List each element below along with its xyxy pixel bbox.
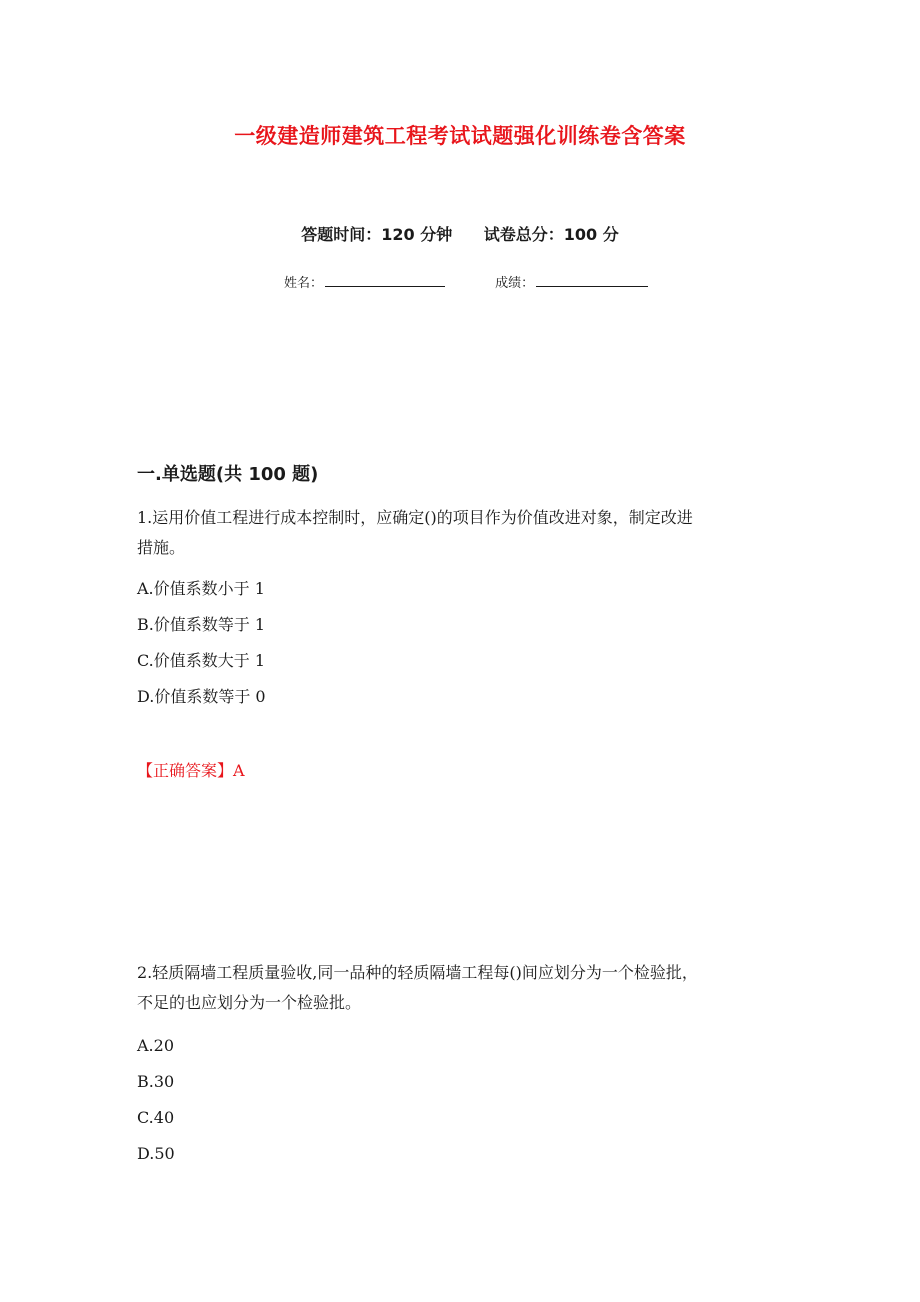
grade-label: 成绩： [495,276,535,291]
question-1-option-c: C.价值系数大于 1 [137,651,266,670]
student-fields [284,272,648,291]
grade-field [495,272,648,291]
question-1-option-a: A.价值系数小于 1 [137,579,265,598]
question-2-option-c: C.40 [137,1108,175,1127]
answer-label: 【正确答案】 [137,761,234,780]
exam-total-score: 试卷总分：100 分 [483,225,619,244]
question-2-stem [137,958,797,1018]
question-1-line-2: 措施。 [137,538,186,557]
question-1-option-d: D.价值系数等于 0 [137,687,266,706]
exam-meta [0,222,920,245]
question-2-option-b: B.30 [137,1072,175,1091]
question-2-line-2: 不足的也应划分为一个检验批。 [137,993,362,1012]
exam-time: 答题时间：120 分钟 [301,225,453,244]
question-1-stem [137,503,797,563]
question-2-option-a: A.20 [137,1036,174,1055]
question-1-option-b: B.价值系数等于 1 [137,615,266,634]
answer-value: A [233,761,245,780]
question-2-line-1: 2.轻质隔墙工程质量验收,同一品种的轻质隔墙工程每()间应划分为一个检验批， [137,963,698,982]
grade-blank-line [536,274,648,287]
question-1-answer [137,758,245,781]
name-field [284,272,445,291]
page-title: 一级建造师建筑工程考试试题强化训练卷含答案 [234,124,686,148]
section-title: 一.单选题(共 100 题) [137,464,319,485]
name-label: 姓名： [284,276,324,291]
question-2-option-d: D.50 [137,1144,175,1163]
name-blank-line [325,274,445,287]
question-1-line-1: 1.运用价值工程进行成本控制时，应确定()的项目作为价值改进对象，制定改进 [137,508,693,527]
